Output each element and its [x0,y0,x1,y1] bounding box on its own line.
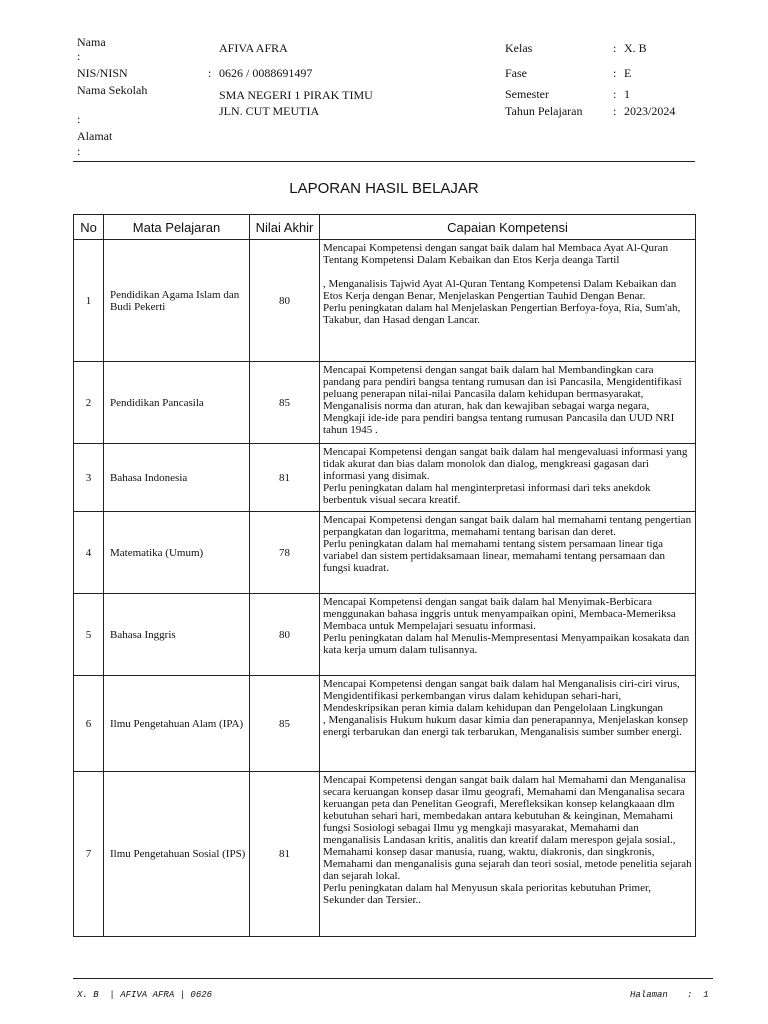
tahun-colon: : [613,104,617,118]
nama-value: AFIVA AFRA [219,41,288,55]
row-competency-text: Mencapai Kompetensi dengan sangat baik dalam hal mengevaluasi informasi yang tidak akurat dan bias dalam monolok dan dialog, mengkreasi gagasan dari informasi yang disimak. Perlu peningkatan dalam hal menginterpretasi informasi dari teks anekdok berbentuk visual secara kreatif. [323,446,688,506]
row-competency-text: Mencapai Kompetensi dengan sangat baik dalam hal memahami tentang pengertian perpangkatan dan logaritma, memahami tentang barisan dan deret. Perlu peningkatan dalam hal memahami tentang sistem persamaan linear tiga variabel dan sistem pertidaksamaan linear, memahami tentang persamaan dan fungsi kuadrat. [323,514,692,574]
row-score: 80 [250,594,320,676]
table-header-row [74,215,696,240]
row-competency [320,512,696,594]
kelas-value: X. B [624,41,647,55]
row-competency [320,594,696,676]
col-header-no: No [74,215,104,240]
row-no: 7 [74,772,104,937]
semester-label: Semester [505,87,549,101]
footer-divider [73,978,713,979]
row-subject: Bahasa Inggris [104,594,250,676]
alamat-value: JLN. CUT MEUTIA [219,104,320,118]
alamat-colon: : [77,144,81,158]
row-competency-text: Mencapai Kompetensi dengan sangat baik dalam hal Memahami dan Menganalisa secara keruangan konsep dasar ilmu geografi, Memahami dan Menganalisa secara keruangan peta dan Penelitan Geografi, Merefleksikan konsep kelangkaaan dlm kebutuhan sehari hari, membedakan antara kebutuhan & keinginan, Memahami fungsi Sosiologi sebagai Ilmu yg mengkaji masyarakat, Memahami dan menganalisis Landasan kritis, analitis dan kreatif dalam merespon gejala sosial., Memahami konsep dasar manusia, ruang, waktu, diakronis, dan singkronis, Memahami dan menganalisis guna sejarah dan teori sosial, metode penelitia sejarah dan sejarah lokal. Perlu peningkatan dalam hal Menyusun skala perioritas kebutuhan Primer, Sekunder dan Tersier.. [323,774,692,906]
footer-page-number: : 1 [687,990,709,1000]
row-competency [320,772,696,937]
row-no: 2 [74,362,104,444]
nama-colon: : [77,49,81,63]
row-no: 3 [74,444,104,512]
semester-colon: : [613,87,617,101]
row-subject: Pendidikan Pancasila [104,362,250,444]
report-title: LAPORAN HASIL BELAJAR [289,180,479,197]
table-row [74,594,696,676]
alamat-label: Alamat [77,129,113,143]
row-competency [320,444,696,512]
kelas-colon: : [613,41,617,55]
table-row [74,444,696,512]
table-row [74,772,696,937]
fase-value: E [624,66,632,80]
row-competency-text: Mencapai Kompetensi dengan sangat baik dalam hal Menganalisis ciri-ciri virus, Mengidentifikasi perkembangan virus dalam kehidupan sehari-hari, Mendeskripsikan peran kimia dalam kehidupan dan Pengelolaan Lingkungan , Menganalisis Hukum hukum dasar kimia dan penerapannya, Menjelaskan konsep energi terbarukan dan energi tak terbarukan, Menganalisis sumber sumber energi. [323,678,689,738]
table-row [74,512,696,594]
kelas-label: Kelas [505,41,533,55]
row-subject: Ilmu Pengetahuan Sosial (IPS) [104,772,250,937]
row-subject: Matematika (Umum) [104,512,250,594]
row-score: 85 [250,676,320,772]
row-competency [320,362,696,444]
row-score: 81 [250,444,320,512]
semester-value: 1 [624,87,630,101]
header-divider [73,161,695,162]
tahun-value: 2023/2024 [624,104,676,118]
table-row [74,362,696,444]
row-competency-text: Mencapai Kompetensi dengan sangat baik dalam hal Menyimak-Berbicara menggunakan bahasa inggris untuk menyampaikan opini, Membaca-Memeriksa Membaca untuk Mempelajari sesuatu informasi. Perlu peningkatan dalam hal Menulis-Mempresentasi Menyampaikan kosakata dan kata kerja umum dalam tulisannya. [323,596,690,656]
row-score: 81 [250,772,320,937]
row-subject: Bahasa Indonesia [104,444,250,512]
col-header-competency: Capaian Kompetensi [320,215,696,240]
row-no: 6 [74,676,104,772]
footer-page-label: Halaman [630,990,668,1000]
fase-colon: : [613,66,617,80]
col-header-score: Nilai Akhir [250,215,320,240]
col-header-subject: Mata Pelajaran [104,215,250,240]
sekolah-colon: : [77,112,81,126]
footer-student-info: X. B | AFIVA AFRA | 0626 [77,990,213,1000]
sekolah-label: Nama Sekolah [77,83,148,97]
row-no: 5 [74,594,104,676]
grades-table [73,214,696,937]
row-subject: Pendidikan Agama Islam dan Budi Pekerti [104,240,250,362]
row-competency-text: Mencapai Kompetensi dengan sangat baik dalam hal Membandingkan cara pandang para pendiri bangsa tentang rumusan dan isi Pancasila, Mengidentifikasi peluang penerapan nilai-nilai Pancasila dalam kehidupan bermasyarakat, Menganalisis norma dan aturan, hak dan kewajiban sebagai warga negara, Mengkaji ide-ide para pendiri bangsa tentang rumusan Pancasila dan UUD NRI tahun 1945 . [323,364,682,436]
row-score: 78 [250,512,320,594]
row-no: 4 [74,512,104,594]
nis-colon: : [208,66,212,80]
row-score: 80 [250,240,320,362]
tahun-label: Tahun Pelajaran [505,104,583,118]
row-competency-text: Mencapai Kompetensi dengan sangat baik dalam hal Membaca Ayat Al-Quran Tentang Kompetensi Dalam Kebaikan dan Etos Kerja deanga Tartil , Menganalisis Tajwid Ayat Al-Quran Tentang Kompetensi Dalam Kebaikan dan Etos Kerja dengan Benar, Menjelaskan Pengertian Tauhid Dengan Benar. Perlu peningkatan dalam hal Menjelaskan Pengertian Berfoya-foya, Ria, Sum'ah, Takabur, dan Hasad dengan Lancar. [323,242,681,326]
table-row [74,240,696,362]
sekolah-value: SMA NEGERI 1 PIRAK TIMU [219,88,373,102]
nis-value: 0626 / 0088691497 [219,66,313,80]
table-row [74,676,696,772]
row-no: 1 [74,240,104,362]
nis-label: NIS/NISN [77,66,128,80]
row-subject: Ilmu Pengetahuan Alam (IPA) [104,676,250,772]
nama-label: Nama [77,35,106,49]
fase-label: Fase [505,66,527,80]
row-score: 85 [250,362,320,444]
row-competency [320,240,696,362]
row-competency [320,676,696,772]
